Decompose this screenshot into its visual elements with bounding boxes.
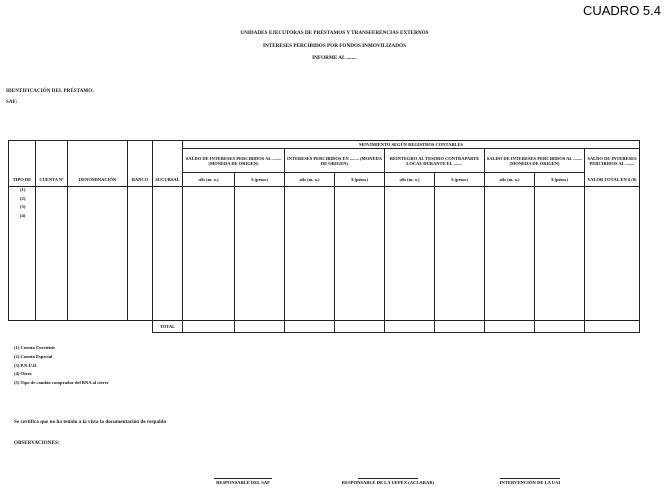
empty-cell	[9, 321, 36, 333]
total-cell	[335, 321, 385, 333]
total-cell	[585, 321, 640, 333]
blank-header	[68, 141, 128, 149]
unit-pesos: $ (pesos)	[235, 173, 285, 187]
blank-header	[128, 141, 153, 149]
body-cell	[435, 187, 485, 321]
col-header-cuenta: CUENTA Nº	[36, 173, 68, 187]
body-cell	[485, 187, 535, 321]
body-cell	[535, 187, 585, 321]
footnote: (2) Cuenta Especial	[14, 353, 53, 359]
subheader-saldo-pesos: SALDO DE INTERESES PERCIBIDOS AL ........	[585, 149, 640, 173]
total-cell	[285, 321, 335, 333]
subheader-reintegro: REINTEGRO AL TESORO CONTRAPARTE LOCAL DURANTE EL ........	[385, 149, 485, 173]
subheader-intereses-percibidos: INTERESES PERCIBIDOS EN ........ (MONEDA DE ORIGEN)	[285, 149, 385, 173]
footnotes	[14, 344, 109, 388]
body-cell	[585, 187, 640, 321]
body-cell	[153, 187, 183, 321]
blank-header	[153, 149, 183, 173]
footnote: (3) P.N.U.D.	[14, 362, 38, 368]
valor-total-header: VALOR TOTAL EN $ (8)	[585, 173, 640, 187]
body-cell	[68, 187, 128, 321]
body-cell	[335, 187, 385, 321]
total-cell	[183, 321, 235, 333]
footnote: (4) Otros	[14, 371, 32, 377]
interest-table	[8, 140, 640, 333]
empty-cell	[68, 321, 128, 333]
body-cell	[36, 187, 68, 321]
group-header: MOVIMIENTO SEGÚN REGISTROS CONTABLES	[183, 141, 640, 149]
body-cell	[285, 187, 335, 321]
col-header-tipo: TIPO DE	[9, 173, 36, 187]
body-cell	[235, 187, 285, 321]
total-cell	[235, 321, 285, 333]
report-title-line1: UNIDADES EJECUTORAS DE PRÉSTAMOS Y TRANSFERENCIAS EXTERNOS	[240, 30, 429, 36]
signature-line	[358, 478, 418, 479]
col-header-denominacion: DENOMINACIÓN	[68, 173, 128, 187]
empty-cell	[36, 321, 68, 333]
total-cell	[485, 321, 535, 333]
blank-header	[9, 141, 36, 149]
body-cell	[385, 187, 435, 321]
tipo-item: (1)	[20, 187, 26, 192]
total-cell	[535, 321, 585, 333]
body-cell	[183, 187, 235, 321]
signature-line	[500, 478, 560, 479]
report-title-line3: INFORME AL ........	[312, 55, 357, 61]
blank-header	[36, 141, 68, 149]
unit-pesos: $ (pesos)	[435, 173, 485, 187]
signature-uai: INTERVENCIÓN DE LA UAI	[499, 480, 561, 485]
total-cell	[385, 321, 435, 333]
subheader-saldo-final: SALDO DE INTERESES PERCIBIDOS AL ........ (MONEDA DE ORIGEN)	[485, 149, 585, 173]
unit-pesos: $ (pesos)	[335, 173, 385, 187]
footnote: (5) Tipo de cambio comprador del BNA al cierre	[14, 380, 109, 386]
certification-text: Se certifica que no ha tenido a la vista la documentación de respaldo	[14, 420, 167, 425]
blank-header	[9, 149, 36, 173]
report-title-line2: INTERESES PERCIBIDOS POR FONDOS INMOVILIZADOS	[263, 43, 406, 49]
signature-uepex: RESPONSABLE DE LA UEPEX (ACLARAR)	[341, 480, 435, 485]
tipo-item: (3)	[20, 204, 26, 209]
col-header-banco: BANCO	[128, 173, 153, 187]
blank-header	[153, 141, 183, 149]
tipo-item: (4)	[20, 212, 26, 218]
blank-header	[128, 149, 153, 173]
tipo-items	[20, 186, 25, 220]
total-cell	[435, 321, 485, 333]
col-header-sucursal: SUCURSAL	[153, 173, 183, 187]
saf-label: SAF:	[6, 100, 18, 105]
signature-line	[214, 478, 272, 479]
observaciones-label: OBSERVACIONES:	[14, 441, 60, 446]
body-cell	[128, 187, 153, 321]
signature-saf: RESPONSABLE DEL SAF	[216, 480, 270, 485]
blank-header	[36, 149, 68, 173]
unit-usd: u$s (m. o.)	[183, 173, 235, 187]
unit-pesos: $ (pesos)	[535, 173, 585, 187]
tipo-item: (2)	[20, 195, 26, 201]
unit-usd: u$s (m. o.)	[385, 173, 435, 187]
total-label: TOTAL	[153, 321, 183, 333]
subheader-saldo-inicial: SALDO DE INTERESES PERCIBIDOS AL ........ (MONEDA DE ORIGEN)	[183, 149, 285, 173]
blank-header	[68, 149, 128, 173]
unit-usd: u$s (m. o.)	[285, 173, 335, 187]
empty-cell	[128, 321, 153, 333]
footnote: (1) Cuenta Corriente	[14, 345, 56, 350]
cuadro-number: CUADRO 5.4	[582, 3, 661, 18]
identification-label: IDENTIFICACIÓN DEL PRÉSTAMO:	[6, 89, 94, 94]
unit-usd: u$s (m. o.)	[485, 173, 535, 187]
